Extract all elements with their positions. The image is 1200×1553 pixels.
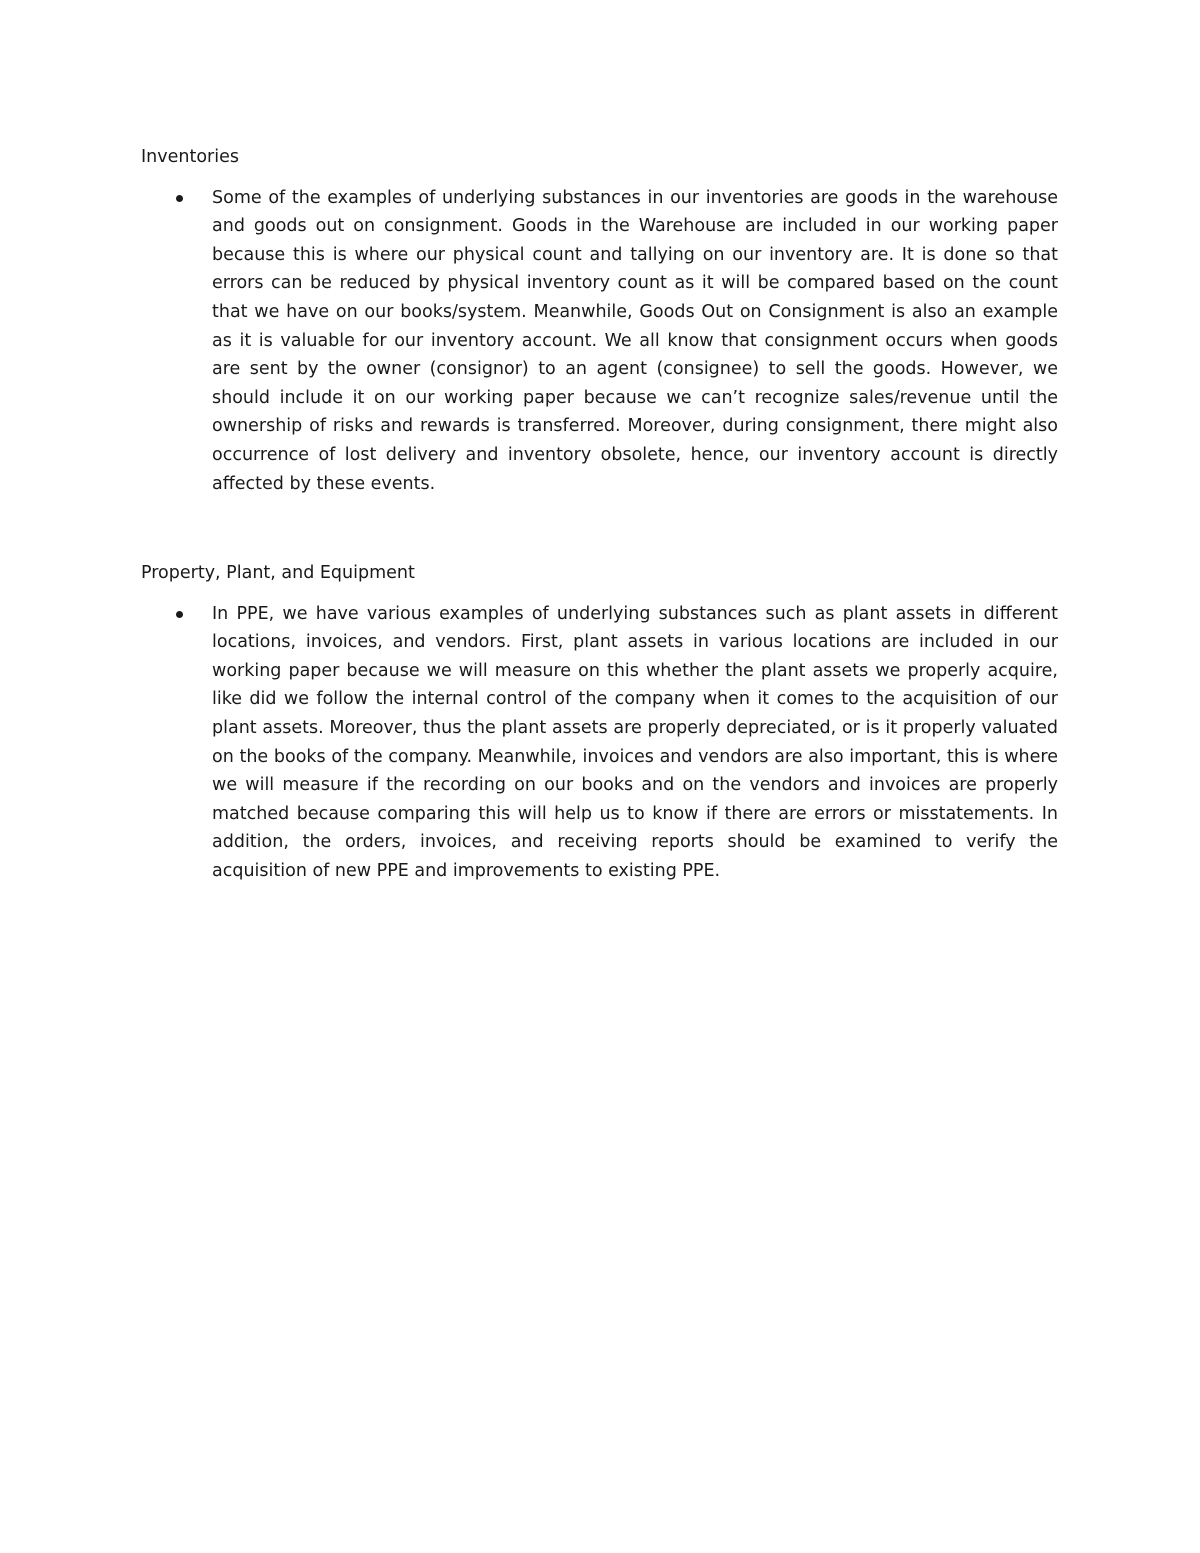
list-item	[141, 600, 1058, 886]
section-property-plant-equipment	[141, 559, 1058, 886]
section-heading: Inventories	[141, 147, 239, 167]
bullet-list	[141, 600, 1058, 886]
list-item	[141, 184, 1058, 499]
paragraph: In PPE, we have various examples of underlying substances such as plant assets in different locations, invoices, and vendors. First, plant assets in various locations are included in our working paper because we will measure on this whether the plant assets we properly acquire, like did we follow the internal control of the company when it comes to the acquisition of our plant assets. Moreover, thus the plant assets are properly depreciated, or is it properly valuated on the books of the company. Meanwhile, invoices and vendors are also important, this is where we will measure if the recording on our books and on the vendors and invoices are properly matched because comparing this will help us to know if there are errors or misstatements. In addition, the orders, invoices, and receiving reports should be examined to verify the acquisition of new PPE and improvements to existing PPE.	[212, 603, 1058, 881]
bullet-list	[141, 184, 1058, 499]
bullet-icon	[176, 195, 183, 202]
bullet-icon	[176, 611, 183, 618]
section-heading: Property, Plant, and Equipment	[141, 563, 415, 583]
section-inventories	[141, 143, 1058, 498]
paragraph: Some of the examples of underlying substances in our inventories are goods in the warehouse and goods out on consignment. Goods in the Warehouse are included in our working paper because this is where our physical count and tallying on our inventory are. It is done so that errors can be reduced by physical inventory count as it will be compared based on the count that we have on our books/system. Meanwhile, Goods Out on Consignment is also an example as it is valuable for our inventory account. We all know that consignment occurs when goods are sent by the owner (consignor) to an agent (consignee) to sell the goods. However, we should include it on our working paper because we can’t recognize sales/revenue until the ownership of risks and rewards is transferred. Moreover, during consignment, there might also occurrence of lost delivery and inventory obsolete, hence, our inventory account is directly affected by these events.	[212, 187, 1058, 494]
